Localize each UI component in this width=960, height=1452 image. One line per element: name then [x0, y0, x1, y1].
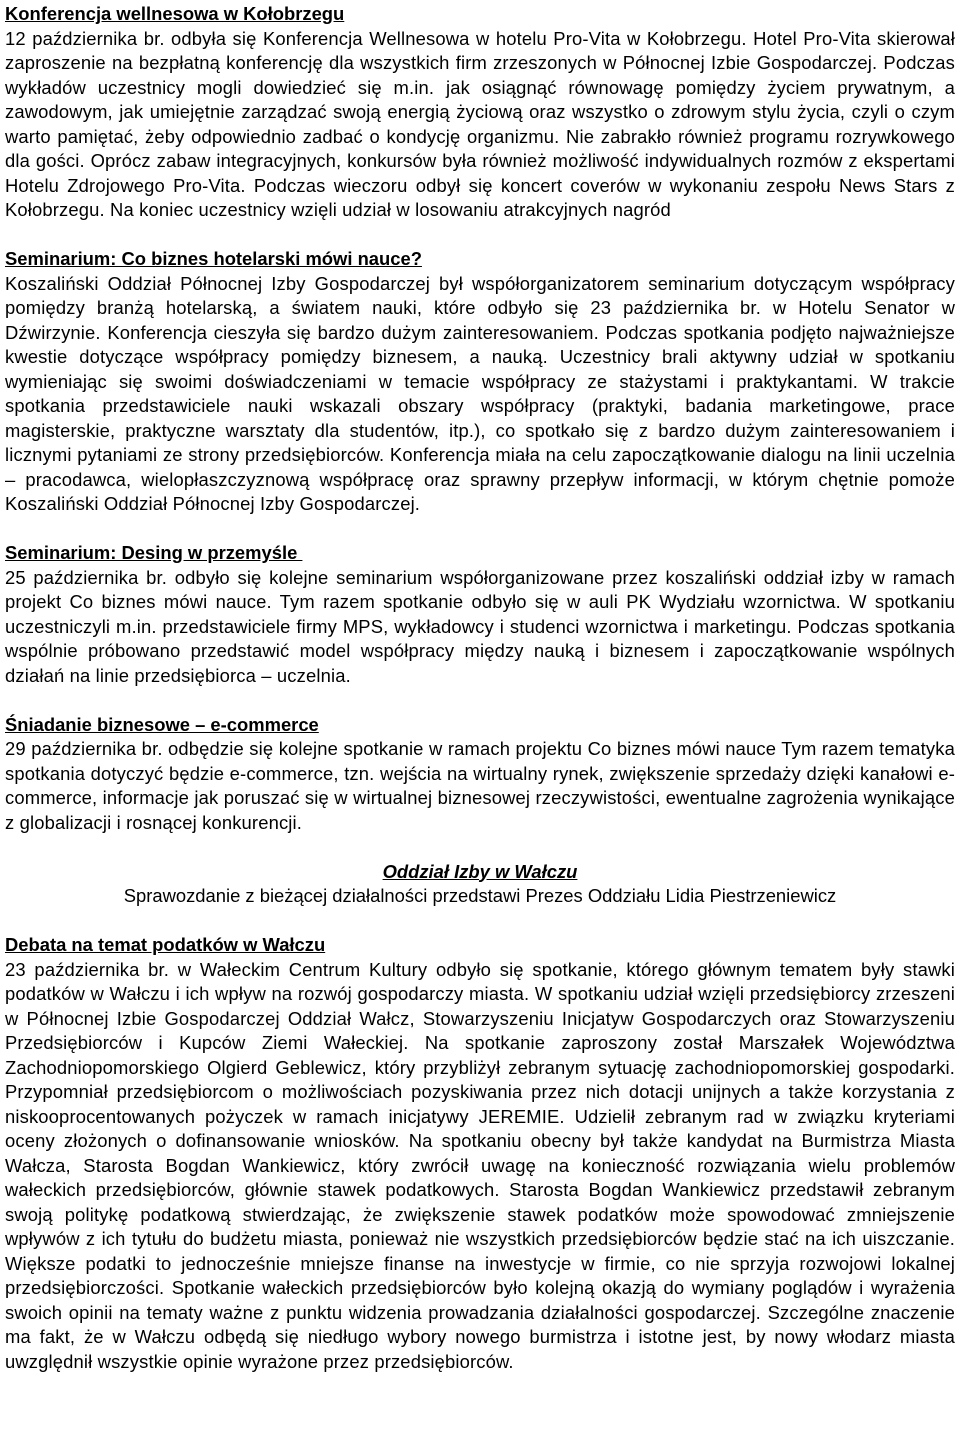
section-wellness-conference	[5, 2, 955, 223]
section-heading: Konferencja wellnesowa w Kołobrzegu	[5, 3, 345, 24]
section-heading: Debata na temat podatków w Wałczu	[5, 934, 326, 955]
section-body: Koszaliński Oddział Północnej Izby Gospodarczej był współorganizatorem seminarium dotyczącym współpracy pomiędzy branżą hotelarską, a światem nauki, które odbyło się 23 października br. w Hotelu Senator w Dźwirzynie. Konferencja cieszyła się bardzo dużym zainteresowaniem. Podczas spotkania podjęto najważniejsze kwestie dotyczące współpracy pomiędzy biznesem, a nauką. Uczestnicy brali aktywny udział w spotkaniu wymieniając się swoimi doświadczeniami w temacie współpracy ze stażystami i praktykantami. W trakcie spotkania przedstawiciele nauki wskazali obszary współpracy (praktyki, badania marketingowe, prace magisterskie, praktyczne warsztaty dla studentów, itp.), co spotkało się z bardzo dużym zainteresowaniem i licznymi pytaniami ze strony przedsiębiorców. Konferencja miała na celu zapoczątkowanie dialogu na linii uczelnia – pracodawca, wielopłaszczyznową współpracę oraz sprawny przepływ informacji, w którym chętnie pomoże Koszaliński Oddział Północnej Izby Gospodarczej.	[5, 272, 955, 514]
section-body: 29 października br. odbędzie się kolejne spotkanie w ramach projektu Co biznes mówi nauce Tym razem tematyka spotkania dotyczyć będzie e-commerce, tzn. wejścia na wirtualny rynek, zwiększenie sprzedaży dzięki kanałowi e-commerce, informacje jak poruszać się w wirtualnej biznesowej rzeczywistości, ewentualne zagrożenia wynikające z globalizacji i rosnącej konkurencji.	[5, 738, 955, 833]
branch-subtitle: Sprawozdanie z bieżącej działalności przedstawi Prezes Oddziału Lidia Piestrzeniewicz	[123, 885, 837, 906]
section-branch-walcz	[5, 860, 955, 909]
section-body: 12 października br. odbyła się Konferencja Wellnesowa w hotelu Pro-Vita w Kołobrzegu. Hotel Pro-Vita skierował zaproszenie na bezpłatną konferencję dla wszystkich firm zrzeszonych w Północnej Izbie Gospodarczej. Podczas wykładów uczestnicy mogli dowiedzieć się m.in. jak osiągnąć równowagę pomiędzy życiem prywatnym, a zawodowym, jak umiejętnie zarządzać swoją energią życiową oraz wszystko o zdrowym stylu życia, czyli o czym warto pamiętać, żeby odpowiednio zadbać o kondycję organizmu. Nie zabrakło również programu rozrywkowego dla gości. Oprócz zabaw integracyjnych, konkursów była również możliwość indywidualnych rozmów z ekspertami Hotelu Zdrojowego Pro-Vita. Podczas wieczoru odbył się koncert coverów w wykonaniu zespołu News Stars z Kołobrzegu. Na koniec uczestnicy wzięli udział w losowaniu atrakcyjnych nagród	[5, 27, 955, 220]
section-hotel-seminar	[5, 247, 955, 517]
branch-title: Oddział Izby w Wałczu	[382, 860, 578, 882]
section-design-seminar	[5, 541, 955, 688]
section-heading: Seminarium: Co biznes hotelarski mówi nauce?	[5, 248, 422, 269]
section-heading: Seminarium: Desing w przemyśle	[5, 542, 303, 563]
section-tax-debate	[5, 933, 955, 1374]
section-heading: Śniadanie biznesowe – e-commerce	[5, 713, 319, 735]
section-body: 25 października br. odbyło się kolejne seminarium współorganizowane przez koszaliński oddział izby w ramach projekt Co biznes mówi nauce. Tym razem spotkanie odbyło się w auli PK Wydziału wzornictwa. W spotkaniu uczestniczyli m.in. przedstawiciele firmy MPS, wykładowcy i studenci wzornictwa i marketingu. Podczas spotkania wspólnie próbowano przedstawić model współpracy między nauką i biznesem i zapoczątkowanie wspólnych działań na linie przedsiębiorca – uczelnia.	[5, 566, 955, 686]
section-ecommerce-breakfast	[5, 713, 955, 836]
section-body: 23 października br. w Wałeckim Centrum Kultury odbyło się spotkanie, którego głównym tematem były stawki podatków w Wałczu i ich wpływ na rozwój gospodarczy miasta. W spotkaniu udział wzięli przedsiębiorcy zrzeszeni w Północnej Izbie Gospodarczej Oddział Wałcz, Stowarzyszeniu Inicjatyw Gospodarczych oraz Stowarzyszeniu Przedsiębiorców i Kupców Ziemi Wałeckiej. Na spotkanie zaproszony został Marszałek Województwa Zachodniopomorskiego Olgierd Geblewicz, który przybliżył zebranym sytuację zachodniopomorskiej gospodarki. Przypomniał przedsiębiorcom o możliwościach pozyskiwania przez nich dotacji unijnych a także korzystania z niskooprocentowanych pożyczek w ramach inicjatywy JEREMIE. Udzielił zebranym rad w związku kryteriami oceny złożonych o dofinansowanie wniosków. Na spotkaniu obecny był także kandydat na Burmistrza Miasta Wałcza, Starosta Bogdan Wankiewicz, który zwrócił uwagę na konieczność rozwiązania wielu problemów wałeckich przedsiębiorców, głównie stawek podatkowych. Starosta Bogdan Wankiewicz przedstawił zebranym swoją politykę podatkową stwierdzając, że zwiększenie stawek podatków może spowodować zmniejszenie wpływów z ich tytułu do budżetu miasta, ponieważ nie wszystkich przedsiębiorców będzie stać na ich uiszczanie. Większe podatki to jednocześnie mniejsze finanse na inwestycje w firmie, co nie sprzyja rozwojowi lokalnej przedsiębiorczości. Spotkanie wałeckich przedsiębiorców było kolejną okazją do wymiany poglądów i wyrażenia swoich opinii na tematy ważne z punktu widzenia prowadzania działalności gospodarczej. Szczególne znaczenie ma fakt, że w Wałczu odbędą się niedługo wybory nowego burmistrza i istotne jest, by nowy włodarz miasta uwzględnił wszystkie opinie wyrażone przez przedsiębiorców.	[5, 958, 955, 1372]
